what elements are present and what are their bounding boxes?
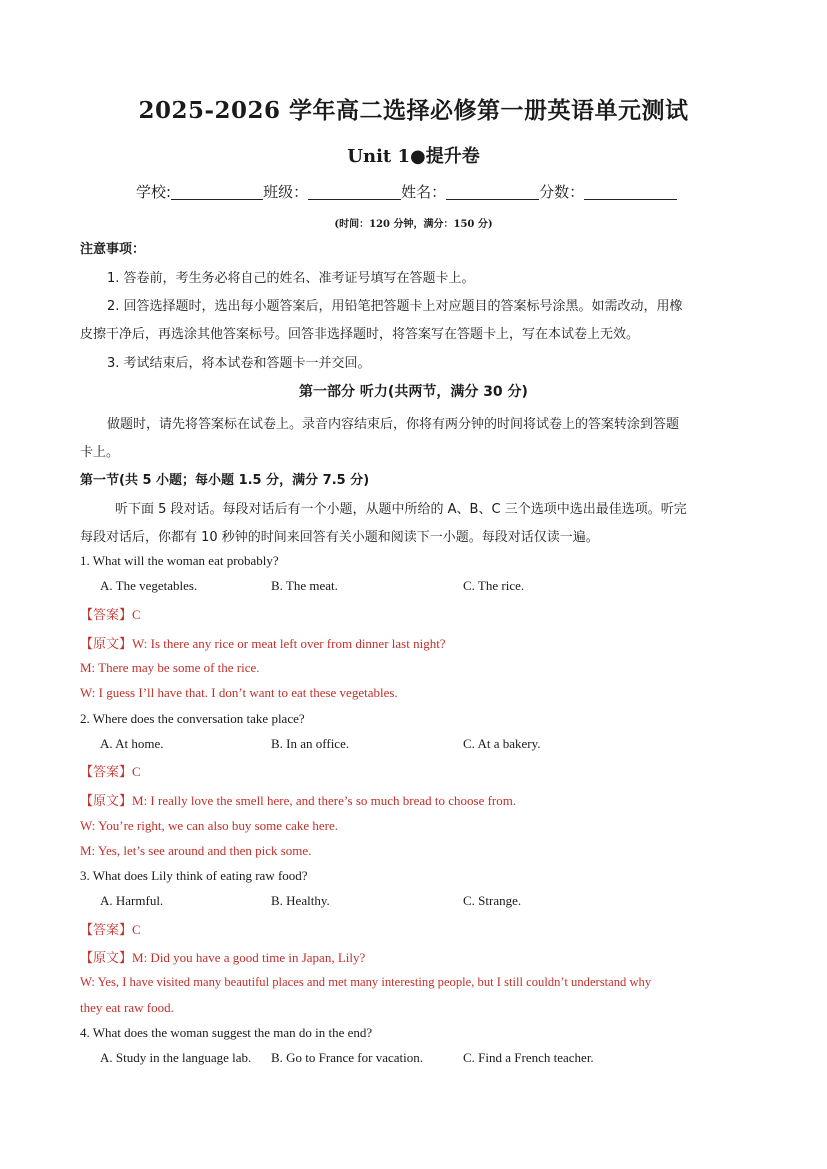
score-label: 分数： (539, 183, 585, 201)
name-blank[interactable] (446, 183, 539, 200)
answer-label: 【答案】 (80, 765, 133, 780)
time-note: (时间：120 分钟，满分：150 分) (334, 219, 493, 230)
student-info-row (136, 181, 677, 202)
question-stem: 1. What will the woman eat probably? (80, 553, 279, 568)
name-label: 姓名： (401, 183, 447, 201)
answer-label: 【答案】 (80, 608, 133, 623)
score-blank[interactable] (584, 183, 677, 200)
answer-label: 【答案】 (80, 923, 133, 938)
notes-heading: 注意事项： (80, 242, 146, 257)
note-item-continued: 皮擦干净后，再选涂其他答案标号。回答非选择题时，将答案写在答题卡上，写在本试卷上无效。 (80, 327, 640, 342)
transcript-label: 【原文】 (80, 794, 133, 809)
transcript-text: M: I really love the smell here, and there’s so much bread to choose from. (132, 793, 517, 808)
option-a: A. The vegetables. (100, 578, 198, 593)
option-c: C. Find a French teacher. (463, 1050, 594, 1065)
school-blank[interactable] (171, 183, 263, 200)
option-b: B. Go to France for vacation. (271, 1050, 423, 1065)
transcript-line (80, 790, 516, 809)
transcript-text: M: There may be some of the rice. (80, 660, 260, 675)
part1-heading: 第一部分 听力(共两节，满分 30 分) (299, 384, 528, 400)
option-c: C. Strange. (463, 893, 522, 908)
page-title: 2025-2026 学年高二选择必修第一册英语单元测试 (138, 97, 689, 124)
class-blank[interactable] (308, 183, 401, 200)
transcript-line (80, 633, 446, 652)
part1-intro-continued: 卡上。 (80, 445, 120, 460)
transcript-label: 【原文】 (80, 637, 133, 652)
school-label: 学校: (136, 183, 172, 201)
answer-value: C (132, 764, 141, 779)
note-item: 1. 答卷前，考生务必将自己的姓名、准考证号填写在答题卡上。 (107, 271, 475, 286)
note-item: 2. 回答选择题时，选出每小题答案后，用铅笔把答题卡上对应题目的答案标号涂黑。如需改动，用橡 (107, 299, 683, 314)
transcript-text: W: Is there any rice or meat left over from dinner last night? (132, 636, 446, 651)
option-c: C. At a bakery. (463, 736, 541, 751)
section1-intro-continued: 每段对话后，你都有 10 秒钟的时间来回答有关小题和阅读下一小题。每段对话仅读一遍。 (80, 530, 599, 545)
question-stem: 4. What does the woman suggest the man do in the end? (80, 1025, 373, 1040)
option-b: B. In an office. (271, 736, 350, 751)
option-b: B. The meat. (271, 578, 338, 593)
transcript-text: W: You’re right, we can also buy some cake here. (80, 818, 338, 833)
transcript-text: M: Yes, let’s see around and then pick some. (80, 843, 312, 858)
option-a: A. Harmful. (100, 893, 164, 908)
answer-line (80, 919, 141, 938)
transcript-label: 【原文】 (80, 951, 133, 966)
option-b: B. Healthy. (271, 893, 330, 908)
answer-value: C (132, 607, 141, 622)
transcript-text: W: Yes, I have visited many beautiful places and met many interesting people, but I still couldn’t understand why (80, 975, 652, 989)
transcript-line (80, 947, 365, 966)
note-item: 3. 考试结束后，将本试卷和答题卡一并交回。 (107, 356, 371, 371)
option-a: A. Study in the language lab. (100, 1050, 252, 1065)
option-a: A. At home. (100, 736, 164, 751)
option-c: C. The rice. (463, 578, 525, 593)
class-label: 班级： (263, 183, 309, 201)
transcript-text: W: I guess I’ll have that. I don’t want to eat these vegetables. (80, 685, 398, 700)
transcript-text: M: Did you have a good time in Japan, Lily? (132, 950, 366, 965)
question-stem: 3. What does Lily think of eating raw food? (80, 868, 308, 883)
section1-heading: 第一节(共 5 小题；每小题 1.5 分，满分 7.5 分) (80, 473, 370, 488)
question-stem: 2. Where does the conversation take place? (80, 711, 305, 726)
page-subtitle: Unit 1●提升卷 (347, 146, 480, 167)
answer-line (80, 604, 141, 623)
transcript-text: they eat raw food. (80, 1000, 174, 1015)
answer-line (80, 761, 141, 780)
answer-value: C (132, 922, 141, 937)
section1-intro: 听下面 5 段对话。每段对话后有一个小题，从题中所给的 A、B、C 三个选项中选出最佳选项。听完 (115, 502, 687, 517)
part1-intro: 做题时，请先将答案标在试卷上。录音内容结束后，你将有两分钟的时间将试卷上的答案转涂到答题 (107, 417, 680, 432)
